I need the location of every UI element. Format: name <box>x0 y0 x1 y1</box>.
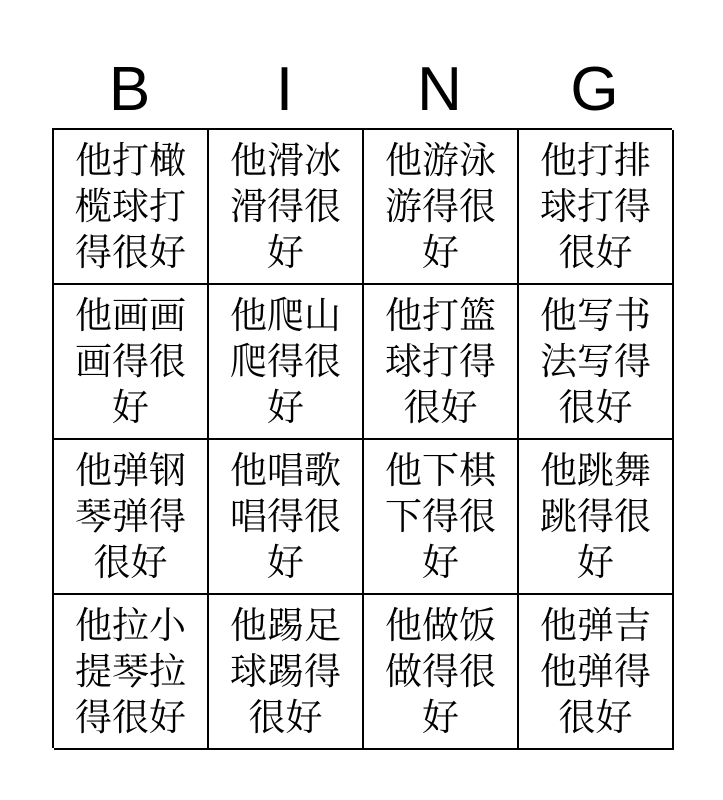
bingo-card-grid <box>52 128 672 748</box>
cell-text: 他打橄榄球打得很好 <box>75 138 186 274</box>
cell-text: 他弹钢琴弹得很好 <box>75 448 186 584</box>
cell-text: 他打排球打得很好 <box>540 138 651 274</box>
cell-text: 他唱歌唱得很好 <box>230 448 341 584</box>
cell-text: 他写书法写得很好 <box>540 293 651 429</box>
bingo-cell[interactable] <box>364 285 519 440</box>
bingo-cell[interactable] <box>54 440 209 595</box>
cell-text: 他跳舞跳得很好 <box>540 448 651 584</box>
bingo-cell[interactable] <box>209 130 364 285</box>
cell-text: 他踢足球踢得很好 <box>230 603 341 739</box>
header-letter-n: N <box>417 55 462 124</box>
bingo-cell[interactable] <box>519 130 674 285</box>
cell-text: 他打篮球打得很好 <box>385 293 496 429</box>
bingo-header <box>52 52 672 128</box>
bingo-cell[interactable] <box>519 595 674 750</box>
cell-text: 他拉小提琴拉得很好 <box>75 603 186 739</box>
bingo-cell[interactable] <box>364 595 519 750</box>
bingo-cell[interactable] <box>54 130 209 285</box>
bingo-cell[interactable] <box>364 130 519 285</box>
cell-text: 他下棋下得很好 <box>385 448 496 584</box>
cell-text: 他做饭做得很好 <box>385 603 496 739</box>
bingo-cell[interactable] <box>209 595 364 750</box>
bingo-cell[interactable] <box>209 285 364 440</box>
header-letter-i: I <box>275 55 294 124</box>
cell-text: 他游泳游得很好 <box>385 138 496 274</box>
header-letter-g: G <box>570 55 619 124</box>
bingo-cell[interactable] <box>209 440 364 595</box>
cell-text: 他爬山爬得很好 <box>230 293 341 429</box>
bingo-cell[interactable] <box>519 285 674 440</box>
bingo-cell[interactable] <box>519 440 674 595</box>
cell-text: 他画画画得很好 <box>75 293 186 429</box>
cell-text: 他滑冰滑得很好 <box>230 138 341 274</box>
cell-text: 他弹吉他弹得很好 <box>540 603 651 739</box>
header-letter-b: B <box>108 55 151 124</box>
bingo-cell[interactable] <box>54 285 209 440</box>
bingo-cell[interactable] <box>54 595 209 750</box>
bingo-cell[interactable] <box>364 440 519 595</box>
